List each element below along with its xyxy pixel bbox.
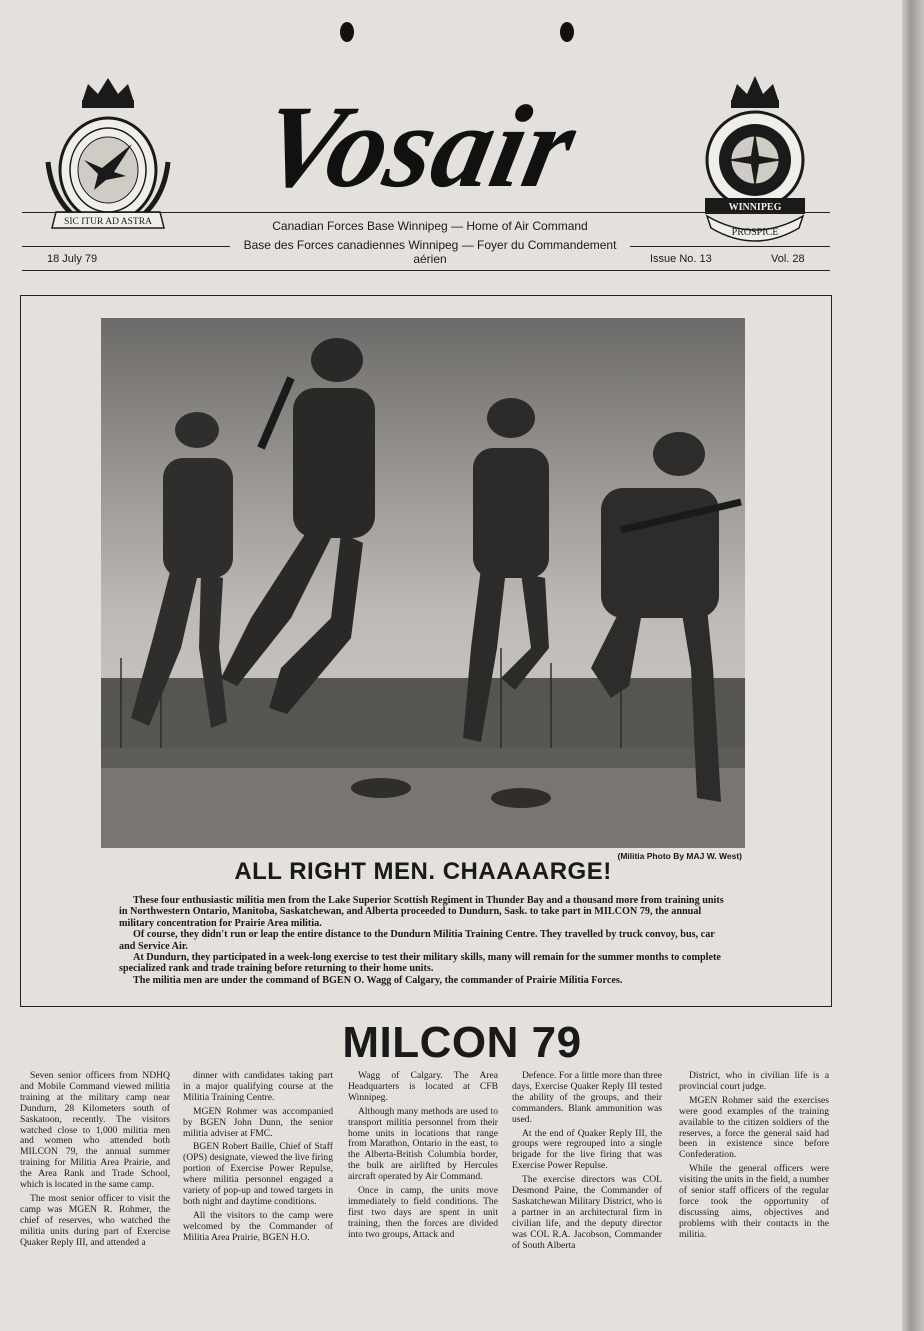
article-paragraph: District, who in civilian life is a provincial court judge. <box>679 1070 829 1092</box>
article-paragraph: All the visitors to the camp were welcomed by the Commander of Militia Area Prairie, BGEN H.O. <box>183 1209 333 1243</box>
article-paragraph: The most senior officer to visit the camp was MGEN R. Rohmer, the chief of reserves, who watched the militia units during part of Exercise Quaker Reply III, and attended a <box>20 1192 170 1248</box>
article-paragraph: Seven senior officers from NDHQ and Mobile Command viewed militia training at the military camp near Dundurn, 28 Kilometers south of Saskatoon, recently. The visitors watched close to 1,000 militia men and women who attended both MILCON 79, the annual summer training for Militia Area Prairie, and the Area Rank and Trade School, which is located in the same camp. <box>20 1070 170 1191</box>
page-edge <box>902 0 924 1331</box>
article-paragraph: Once in camp, the units move immediately to field conditions. The first two days are spent in unit training, then the forces are divided into two groups, Attack and <box>348 1185 498 1240</box>
punch-hole <box>340 22 354 42</box>
subtitle-english: Canadian Forces Base Winnipeg — Home of Air Command <box>272 219 588 233</box>
caption-paragraph: These four enthusiastic militia men from the Lake Superior Scottish Regiment in Thunder Bay and a thousand more from training units in Northwestern Ontario, Manitoba, Saskatchewan, and Alberta proceeded to Dundurn, Sask. to take part in MILCON 79, the annual military concentration for Prairie Area militia. <box>119 895 724 929</box>
right-crest-banner: WINNIPEG <box>728 202 782 213</box>
right-crest-motto: PROSPICE <box>731 227 779 238</box>
article-paragraph: Wagg of Calgary. The Area Headquarters is located at CFB Winnipeg. <box>348 1070 498 1103</box>
article-paragraph: Although many methods are used to transport militia personnel from their home units in locations that range from Marathon, Ontario in the east, to the Alberta-British Columbia border, the bulk are airlifted by Hercules aircraft operated by Air Command. <box>348 1105 498 1183</box>
photo-credit: (Militia Photo By MAJ W. West) <box>617 851 742 861</box>
feature-headline: ALL RIGHT MEN. CHAAAARGE! <box>234 858 612 885</box>
dateline-rule <box>22 270 830 271</box>
caption-paragraph: At Dundurn, they participated in a week-long exercise to test their military skills, many will remain for the summer months to complete specialized rank and trade training before returning to their home units. <box>119 952 721 975</box>
article-column-5 <box>679 1071 829 1244</box>
article-title: MILCON 79 <box>342 1018 582 1067</box>
article-column-4 <box>512 1071 662 1255</box>
caption-paragraph: Of course, they didn't run or leap the entire distance to the Dundurn Militia Training Centre. They travelled by truck convoy, bus, car and Service Air. <box>119 929 715 952</box>
article-paragraph: Defence. For a little more than three days, Exercise Quaker Reply III tested the ability of the groups, and their commanders. Blank ammunition was used. <box>512 1070 662 1125</box>
masthead-title-logo <box>245 58 615 208</box>
article-paragraph: dinner with candidates taking part in a major qualifying course at the Militia Training Centre. <box>183 1070 333 1103</box>
article-paragraph: MGEN Rohmer said the exercises were good examples of the training available to the citizen soldiers of the reserves, a force the general said had been in existence since before Confederation. <box>679 1094 829 1161</box>
issue-date: 18 July 79 <box>47 253 98 265</box>
masthead-rule <box>22 212 830 213</box>
masthead-title: Vosair <box>250 81 587 208</box>
caption-paragraph: The militia men are under the command of BGEN O. Wagg of Calgary, the commander of Prairie Militia Forces. <box>133 974 623 986</box>
feature-caption <box>119 895 731 986</box>
air-command-crest-logo <box>42 72 174 234</box>
issue-number: Issue No. 13 <box>650 253 712 265</box>
article-paragraph: MGEN Rohmer was accompanied by BGEN John Dunn, the senior militia adviser at FMC. <box>183 1105 333 1139</box>
article-paragraph: At the end of Quaker Reply III, the groups were regrouped into a single brigade for the live firing that was Exercise Power Repulse. <box>512 1127 662 1172</box>
subtitle-french: Base des Forces canadiennes Winnipeg — Foyer du Commandement aérien <box>230 238 630 266</box>
volume-number: Vol. 28 <box>771 253 805 265</box>
militia-men-photo <box>101 318 745 848</box>
article-paragraph: While the general officers were visiting the units in the field, a number of senior staff officers of the regular force took the opportunity of discussing aims, objectives and problems with their contacts in the militia. <box>679 1163 829 1240</box>
left-crest-motto: SIC ITUR AD ASTRA <box>64 217 152 227</box>
article-column-2 <box>183 1071 333 1247</box>
cfb-winnipeg-crest-logo <box>695 72 815 242</box>
article-paragraph: The exercise directors was COL Desmond Paine, the Commander of Saskatchewan Military District, who is a partner in an architectural firm in civilian life, and the deputy director was COL R.A. Jacobson, Commander of South Alberta <box>512 1174 662 1251</box>
article-column-1 <box>20 1071 170 1252</box>
article-paragraph: BGEN Robert Baille, Chief of Staff (OPS) designate, viewed the live firing portion of Exercise Power Repulse, where militia personnel engaged a variety of pop-up and towed targets in both night and daytime conditions. <box>183 1141 333 1207</box>
punch-hole <box>560 22 574 42</box>
article-column-3 <box>348 1071 498 1244</box>
